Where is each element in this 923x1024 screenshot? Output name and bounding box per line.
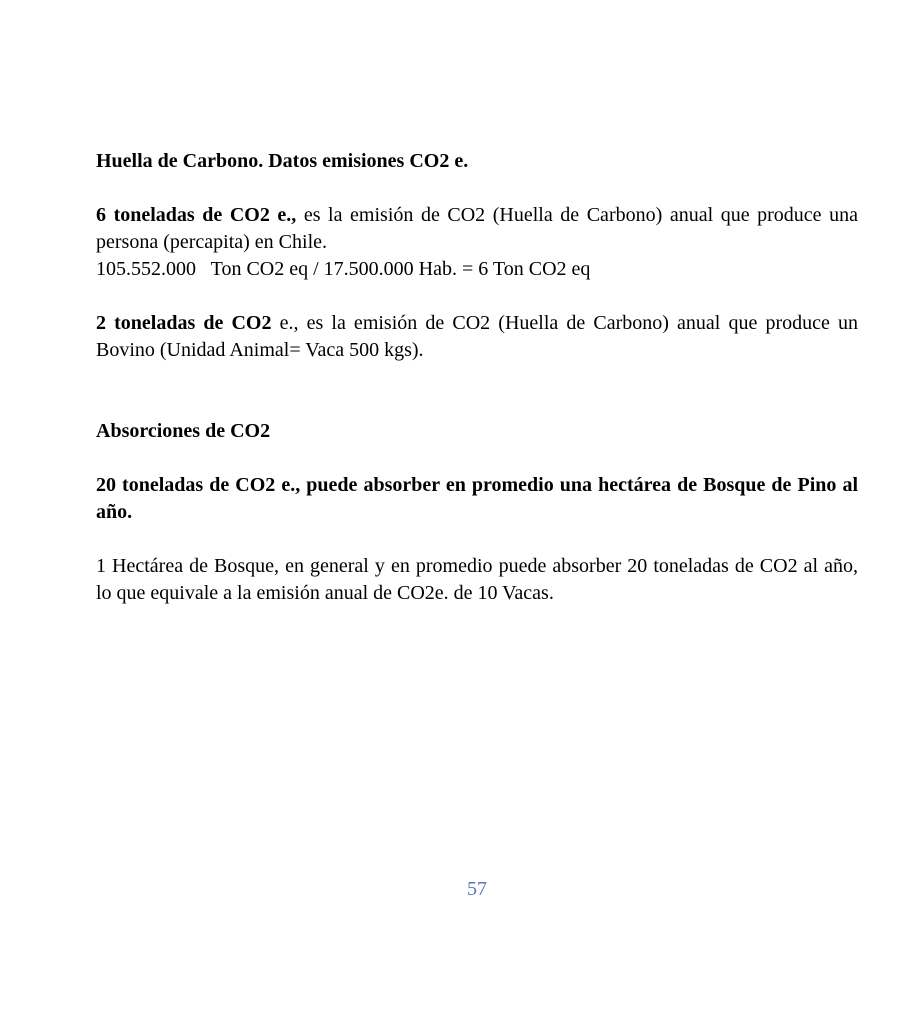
paragraph-bovine-emission-text: e., es la emisión de CO2 (Huella de Carbono) anual que produce un Bovino (Unidad Animal= Vaca 500 kgs).	[96, 312, 858, 361]
paragraph-person-emission-lead: 6 toneladas de CO2 e.,	[96, 204, 297, 226]
paragraph-bovine-emission	[96, 310, 858, 364]
paragraph-forest-absorption: 20 toneladas de CO2 e., puede absorber en promedio una hectárea de Bosque de Pino al año.	[96, 474, 858, 523]
emission-calculation-line: 105.552.000 Ton CO2 eq / 17.500.000 Hab. = 6 Ton CO2 eq	[96, 258, 591, 280]
paragraph-person-emission-text: es la emisión de CO2 (Huella de Carbono) anual que produce una persona (percapita) en Chile.	[96, 204, 858, 253]
paragraph-hectare-equivalence: 1 Hectárea de Bosque, en general y en promedio puede absorber 20 toneladas de CO2 al año, lo que equivale a la emisión anual de CO2e. de 10 Vacas.	[96, 555, 858, 604]
paragraph-bovine-emission-lead: 2 toneladas de CO2	[96, 312, 272, 334]
heading-absorptions: Absorciones de CO2	[96, 420, 271, 442]
paragraph-person-emission	[96, 202, 858, 283]
page-number: 57	[467, 878, 487, 900]
heading-emissions: Huella de Carbono. Datos emisiones CO2 e.	[96, 150, 469, 172]
